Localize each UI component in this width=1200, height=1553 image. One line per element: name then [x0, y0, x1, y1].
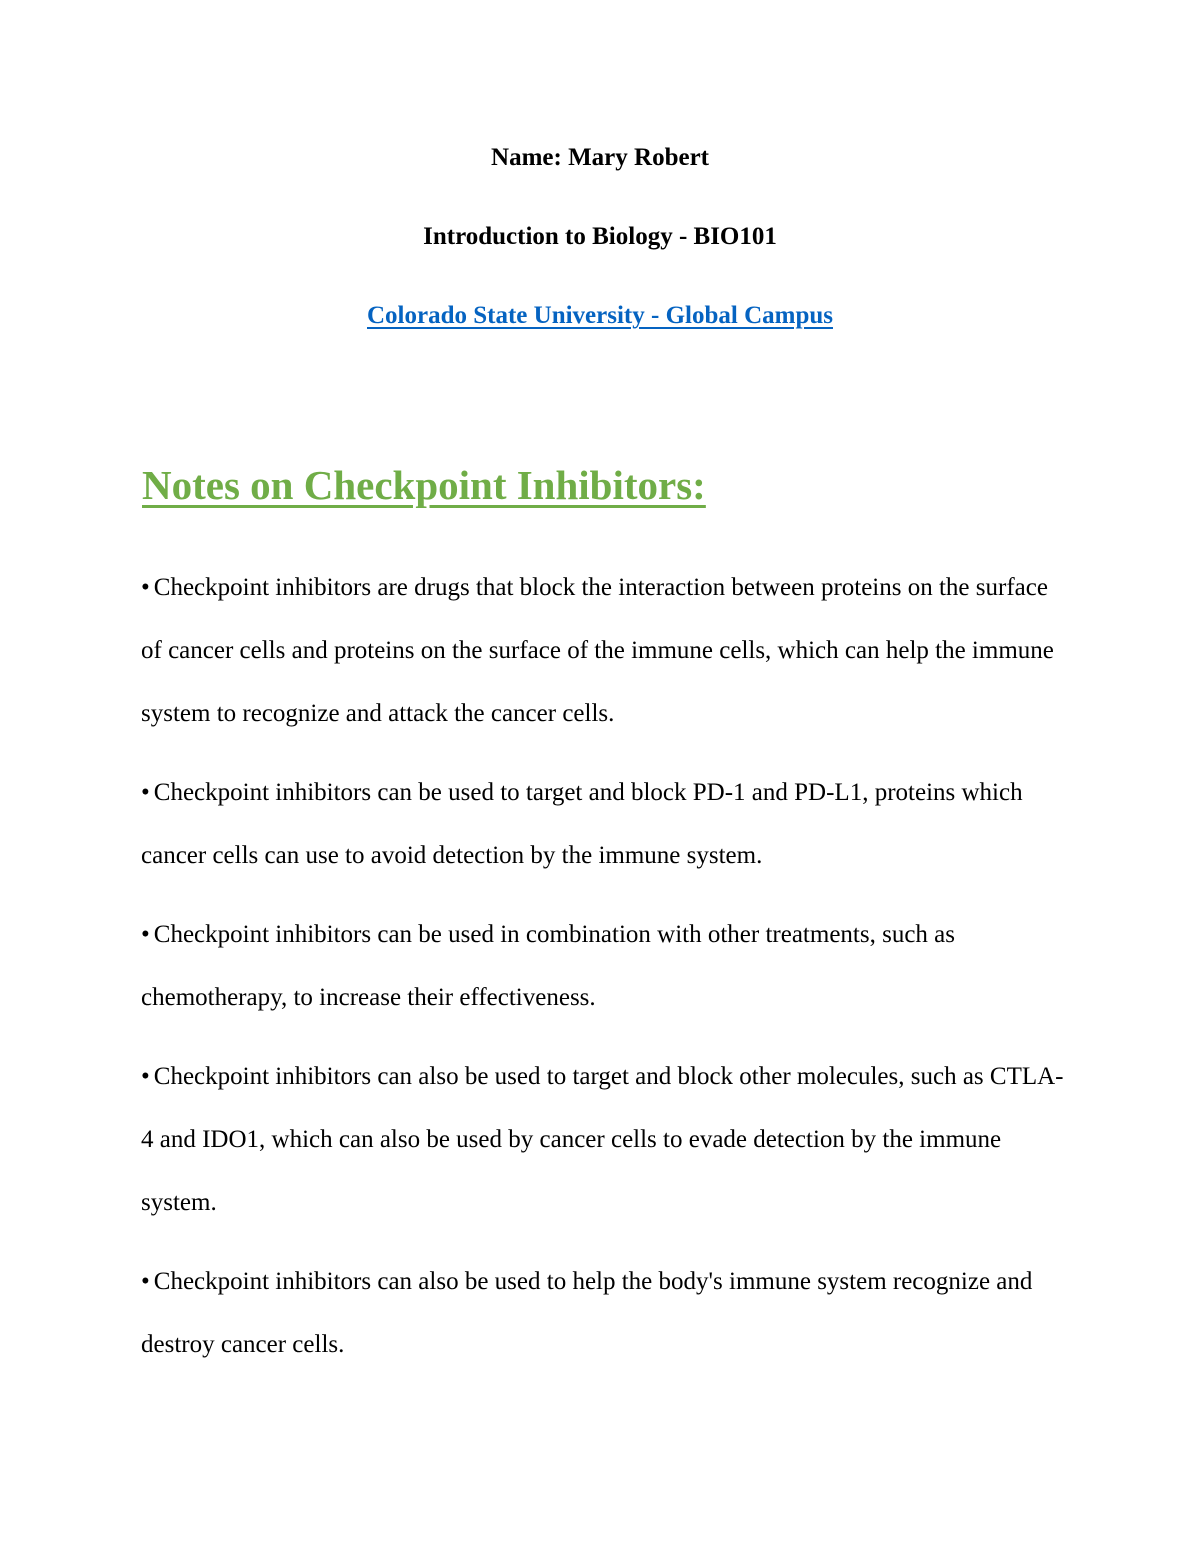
list-item-text: Checkpoint inhibitors are drugs that block the interaction between proteins on the surface of cancer cells and proteins on the surface of the immune cells, which can help the immune system to recognize and attack the cancer cells.	[141, 574, 1054, 727]
list-item-text: Checkpoint inhibitors can also be used to help the body's immune system recognize and destroy cancer cells.	[141, 1268, 1033, 1358]
list-item	[141, 1045, 1071, 1234]
bullet-icon: •	[141, 921, 150, 948]
list-item-text: Checkpoint inhibitors can also be used to target and block other molecules, such as CTLA-4 and IDO1, which can also be used by cancer cells to evade detection by the immune system.	[141, 1063, 1064, 1216]
bullet-icon: •	[141, 779, 150, 806]
bullet-icon: •	[141, 1268, 150, 1295]
school-line	[0, 301, 1200, 331]
list-item	[141, 556, 1071, 745]
student-name: Name: Mary Robert	[491, 144, 709, 171]
list-item-text: Checkpoint inhibitors can be used in combination with other treatments, such as chemotherapy, to increase their effectiveness.	[141, 921, 955, 1011]
list-item	[141, 903, 1071, 1029]
course-title: Introduction to Biology - BIO101	[423, 223, 777, 250]
notes-list	[141, 556, 1071, 1392]
bullet-icon: •	[141, 574, 150, 601]
list-item	[141, 1250, 1071, 1376]
notes-heading: Notes on Checkpoint Inhibitors:	[142, 462, 706, 508]
school-link[interactable]: Colorado State University - Global Campus	[367, 302, 833, 329]
list-item	[141, 761, 1071, 887]
list-item-text: Checkpoint inhibitors can be used to target and block PD-1 and PD-L1, proteins which cancer cells can use to avoid detection by the immune system.	[141, 779, 1023, 869]
bullet-icon: •	[141, 1063, 150, 1090]
